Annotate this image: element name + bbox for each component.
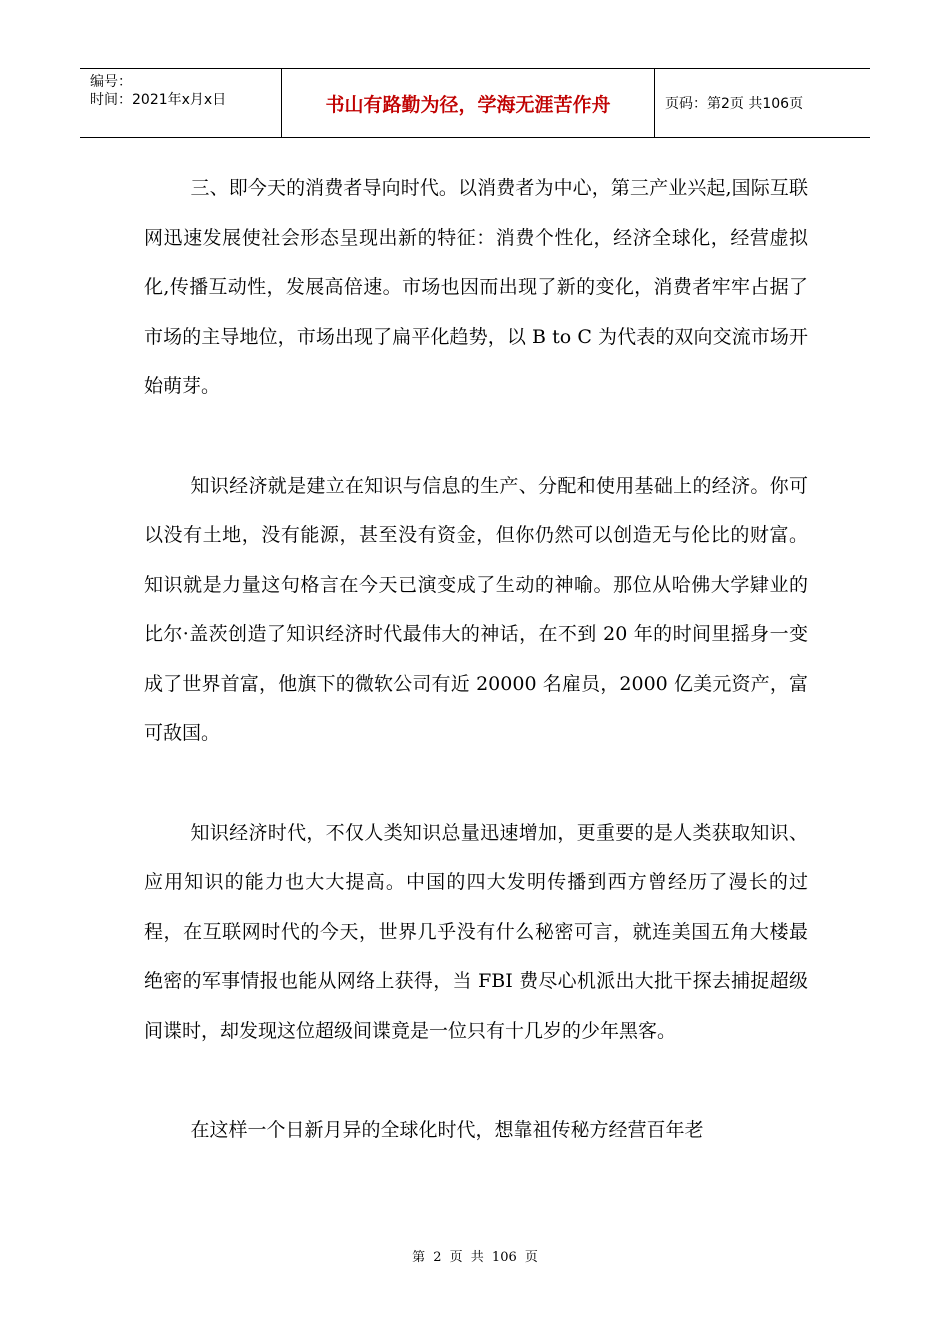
paragraph-3: 知识经济时代，不仅人类知识总量迅速增加，更重要的是人类获取知识、应用知识的能力也大大提高。中国的四大发明传播到西方曾经历了漫长的过程，在互联网时代的今天，世界几乎没有什么秘密可言，就连美国五角大楼最绝密的军事情报也能从网络上获得，当 FBI 费尽心机派出大批干探去捕捉超级间谍时，却发现这位超级间谍竟是一位只有十几岁的少年黑客。 <box>144 821 808 1042</box>
paragraph-4: 在这样一个日新月异的全球化时代，想靠祖传秘方经营百年老 <box>190 1119 704 1141</box>
document-body <box>144 164 808 1156</box>
document-number-label: 编号： <box>90 74 132 90</box>
paragraph-1: 三、即今天的消费者导向时代。以消费者为中心，第三产业兴起,国际互联网迅速发展使社会形态呈现出新的特征：消费个性化，经济全球化，经营虚拟化,传播互动性，发展高倍速。市场也因而出现了新的变化，消费者牢牢占据了市场的主导地位，市场出现了扁平化趋势，以 B to C 为代表的双向交流市场开始萌芽。 <box>144 177 808 397</box>
page-footer: 第 2 页 共 106 页 <box>412 1250 538 1265</box>
page-header <box>80 68 870 138</box>
header-motto: 书山有路勤为径，学海无涯苦作舟 <box>282 69 655 137</box>
header-meta <box>80 69 282 137</box>
header-page-info: 页码：第2页 共106页 <box>665 96 804 112</box>
document-date: 时间：2021年x月x日 <box>90 92 227 108</box>
paragraph-2: 知识经济就是建立在知识与信息的生产、分配和使用基础上的经济。你可以没有土地，没有能源，甚至没有资金，但你仍然可以创造无与伦比的财富。知识就是力量这句格言在今天已演变成了生动的神喻。那位从哈佛大学肄业的比尔·盖茨创造了知识经济时代最伟大的神话，在不到 20 年的时间里摇身一变成了世界首富，他旗下的微软公司有近 20000 名雇员，2000 亿美元资产，富可敌国。 <box>144 474 808 744</box>
